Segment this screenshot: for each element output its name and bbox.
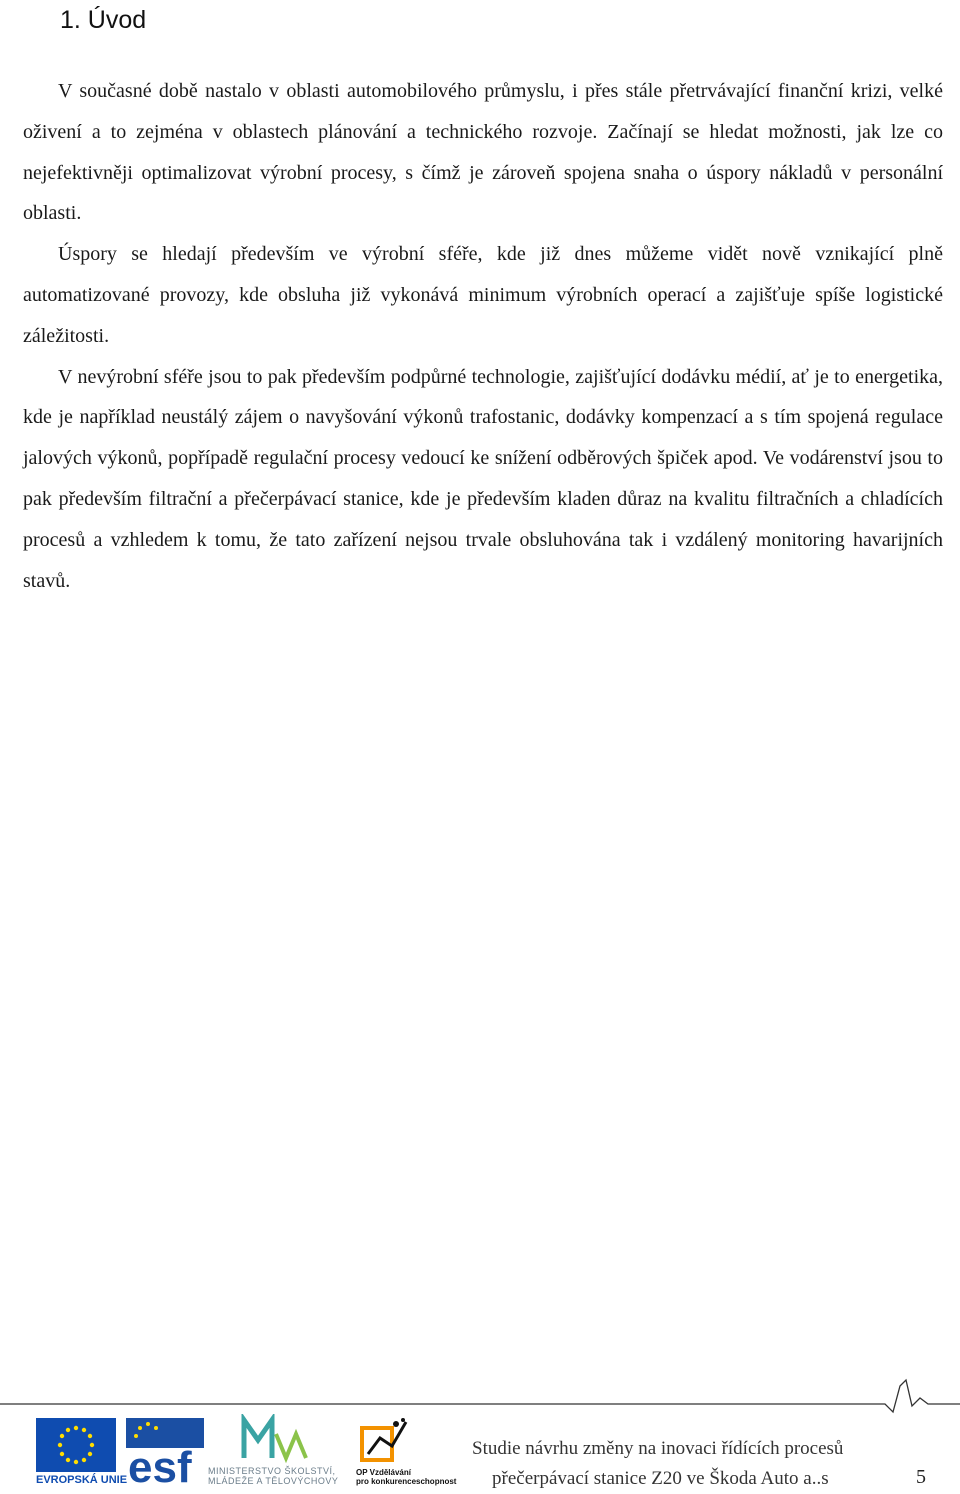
footer-document-title (472, 1434, 892, 1494)
footer-heartbeat-line (0, 1376, 960, 1416)
footer-title-line1: Studie návrhu změny na inovaci řídících procesů (472, 1438, 844, 1459)
msmt-mark-icon (208, 1414, 318, 1464)
eu-flag-icon (36, 1418, 116, 1472)
op-label: OP Vzdělávání pro konkurenceschopnost (356, 1468, 457, 1486)
footer-title-line2: přečerpávací stanice Z20 ve Škoda Auto a..s (492, 1468, 829, 1489)
eu-label: EVROPSKÁ UNIE (36, 1474, 128, 1486)
op-mark-icon (356, 1416, 416, 1466)
esf-logo-text: esf (128, 1443, 192, 1484)
msmt-label: MINISTERSTVO ŠKOLSTVÍ, MLÁDEŽE A TĚLOVÝCHOVY (208, 1466, 339, 1486)
section-heading: 1. Úvod (60, 6, 147, 34)
op-logo (356, 1416, 457, 1488)
page-number: 5 (916, 1466, 926, 1488)
msmt-logo (208, 1414, 348, 1486)
footer-logos (36, 1414, 456, 1490)
paragraph: Úspory se hledají především ve výrobní sféře, kde již dnes můžeme vidět nově vznikající plně automatizované provozy, kde obsluha již vykonává minimum výrobních operací a zajišťuje spíše logistické záležitosti. (23, 243, 943, 347)
paragraph: V nevýrobní sféře jsou to pak především podpůrné technologie, zajišťující dodávku médií, ať je to energetika, kde je například neustálý zájem o navyšování výkonů trafostanic, dodávky kompenzací a s tím spojená regulace jalových výkonů, popřípadě regulační procesy vedoucí ke snížení odběrových špiček apod. Ve vodárenství jsou to pak především filtrační a přečerpávací stanice, kde je především kladen důraz na kvalitu filtračních a chladících procesů a vzhledem k tomu, že tato zařízení nejsou trvale obsluhována tak i vzdálený monitoring havarijních stavů. (23, 365, 943, 592)
paragraph: V současné době nastalo v oblasti automobilového průmyslu, i přes stále přetrvávající finanční krizi, velké oživení a to zejména v oblastech plánování a technického rozvoje. Začínají se hledat možnosti, jak lze co nejefektivněji optimalizovat výrobní procesy, s čímž je zároveň spojena snaha o úspory nákladů v personální oblasti. (23, 80, 943, 225)
esf-logo-icon (126, 1418, 204, 1484)
body-text (23, 71, 943, 601)
